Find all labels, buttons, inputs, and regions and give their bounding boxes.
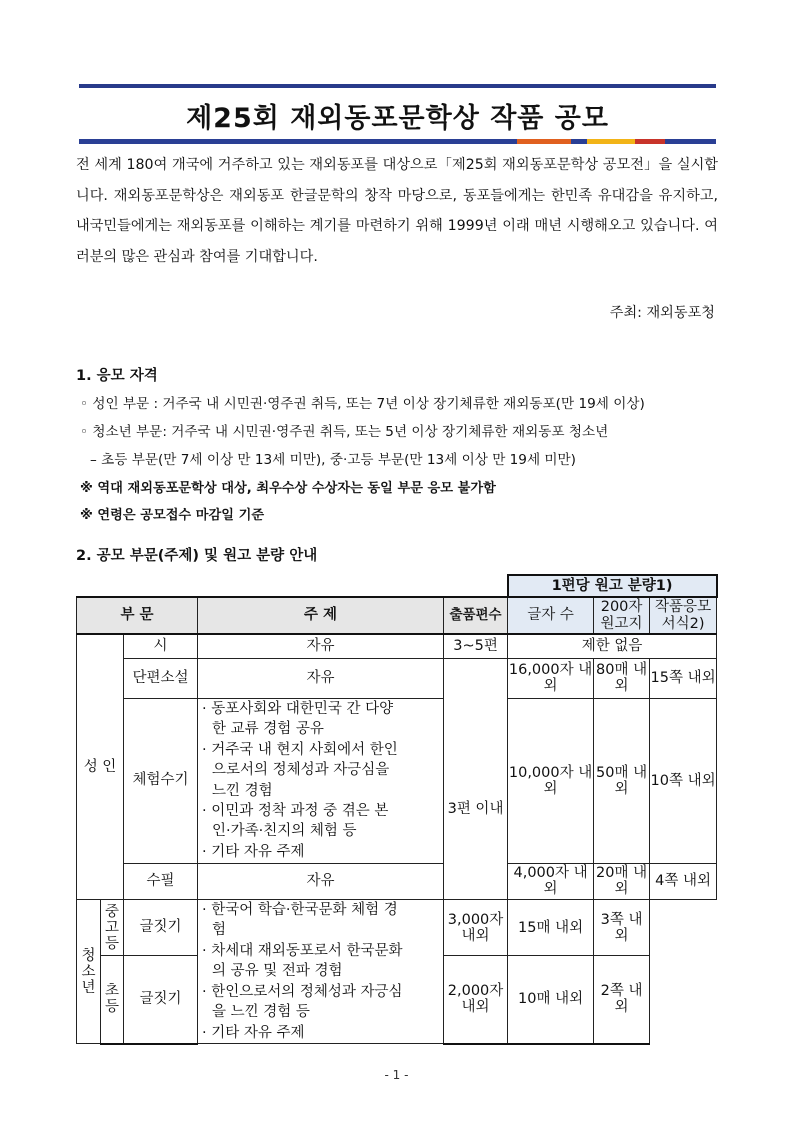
title-block	[79, 84, 716, 144]
page-number: - 1 -	[384, 1068, 409, 1082]
col-topic: 주 제	[198, 597, 444, 634]
col-category: 부 문	[77, 597, 198, 634]
elementary-pages: 10매 내외	[508, 956, 594, 1044]
short-story-topic: 자유	[198, 658, 444, 698]
middle-high-pages: 15매 내외	[508, 900, 594, 956]
youth-topic-line: 을 느낀 경험 등	[212, 1004, 310, 1021]
memoir-topics	[198, 698, 444, 863]
elementary-form: 2쪽 내외	[594, 956, 650, 1044]
short-story-chars: 16,000자 내외	[508, 658, 594, 698]
page-title: 제25회 재외동포문학상 작품 공모	[186, 103, 609, 134]
memoir-topic-line: 한 교류 경험 공유	[212, 721, 324, 738]
poem-limit: 제한 없음	[508, 634, 717, 658]
length-group-header: 1편당 원고 분량1)	[508, 575, 717, 597]
note-previous-winners: ※ 역대 재외동포문학상 대상, 최우수상 수상자는 동일 부문 응모 불가함	[80, 481, 496, 496]
col-count: 출품편수	[444, 597, 508, 634]
youth-topic-line: · 한국어 학습·한국문화 체험 경	[202, 902, 398, 919]
poem-topic: 자유	[198, 634, 444, 658]
essay-pages: 20매 내외	[594, 863, 650, 899]
essay-topic: 자유	[198, 863, 444, 899]
middle-high-level: 중 고 등	[101, 900, 124, 956]
memoir-pages: 50매 내외	[594, 698, 650, 863]
intro-paragraph: 전 세계 180여 개국에 거주하고 있는 재외동포를 대상으로「제25회 재외동포문학상 공모전」을 실시합니다. 재외동포문학상은 재외동포 한글문학의 창작 마당으로, 동포들에게는 한민족 유대감을 유지하고, 내국민들에게는 재외동포를 이해하는 계기를 마련하기 위해 1999년 이래 매년 시행해오고 있습니다. 여러분의 많은 관심과 참여를 기대합니다.	[76, 157, 718, 265]
memoir-chars: 10,000자 내외	[508, 698, 594, 863]
submission-table	[76, 574, 718, 1045]
short-story-name: 단편소설	[124, 658, 198, 698]
shared-count: 3편 이내	[444, 658, 508, 900]
memoir-name: 체험수기	[124, 698, 198, 863]
memoir-topic-line: · 거주국 내 현지 사회에서 한인	[202, 741, 398, 758]
section2-heading: 2. 공모 부문(주제) 및 원고 분량 안내	[76, 548, 318, 564]
col-form: 작품응모 서식2)	[650, 597, 717, 634]
essay-name: 수필	[124, 863, 198, 899]
youth-topic-line: · 한인으로서의 정체성과 자긍심	[202, 983, 403, 1000]
col-chars: 글자 수	[508, 597, 594, 634]
adult-eligibility: ◦ 성인 부문 : 거주국 내 시민권·영주권 취득, 또는 7년 이상 장기체류한 재외동포(만 19세 이상)	[80, 396, 645, 412]
youth-topics	[198, 900, 444, 1044]
youth-group-label: 청 소 년	[77, 900, 101, 1044]
poem-name: 시	[124, 634, 198, 658]
youth-eligibility: ◦ 청소년 부문: 거주국 내 시민권·영주권 취득, 또는 5년 이상 장기체류한 재외동포 청소년	[80, 424, 609, 440]
col-pages: 200자 원고지	[594, 597, 650, 634]
title-bottom-rule	[79, 139, 716, 144]
short-story-pages: 80매 내외	[594, 658, 650, 698]
accent-yellow	[587, 139, 637, 144]
youth-topic-line: 의 공유 및 전파 경험	[212, 963, 343, 980]
memoir-form: 10쪽 내외	[650, 698, 717, 863]
memoir-topic-line: 으로서의 정체성과 자긍심을	[212, 762, 390, 779]
essay-chars: 4,000자 내외	[508, 863, 594, 899]
essay-form: 4쪽 내외	[650, 863, 717, 899]
accent-red	[635, 139, 665, 144]
memoir-topic-line: · 동포사회와 대한민국 간 다양	[202, 700, 394, 717]
memoir-topic-line: 인·가족·친지의 체험 등	[212, 823, 357, 840]
memoir-topic-line: · 기타 자유 주제	[202, 843, 305, 860]
youth-topic-line: · 차세대 재외동포로서 한국문화	[202, 942, 403, 959]
adult-group-label: 성 인	[77, 634, 124, 900]
middle-high-chars: 3,000자 내외	[444, 900, 508, 956]
memoir-topic-line: 느낀 경험	[212, 782, 273, 799]
elementary-name: 글짓기	[124, 956, 198, 1044]
youth-topic-line: · 기타 자유 주제	[202, 1024, 305, 1041]
middle-high-name: 글짓기	[124, 900, 198, 956]
middle-high-form: 3쪽 내외	[594, 900, 650, 956]
host-organization: 주최: 재외동포청	[609, 305, 715, 321]
elementary-level: 초 등	[101, 956, 124, 1044]
section1-heading: 1. 응모 자격	[76, 368, 158, 384]
short-story-form: 15쪽 내외	[650, 658, 717, 698]
elementary-chars: 2,000자 내외	[444, 956, 508, 1044]
youth-age-groups: – 초등 부문(만 7세 이상 만 13세 미만), 중·고등 부문(만 13세 이상 만 19세 미만)	[90, 452, 576, 468]
accent-orange	[517, 139, 571, 144]
youth-topic-line: 험	[212, 922, 227, 939]
memoir-topic-line: · 이민과 정착 과정 중 겪은 본	[202, 802, 389, 819]
poem-count: 3~5편	[444, 634, 508, 658]
note-age-criteria: ※ 연령은 공모접수 마감일 기준	[80, 508, 265, 523]
